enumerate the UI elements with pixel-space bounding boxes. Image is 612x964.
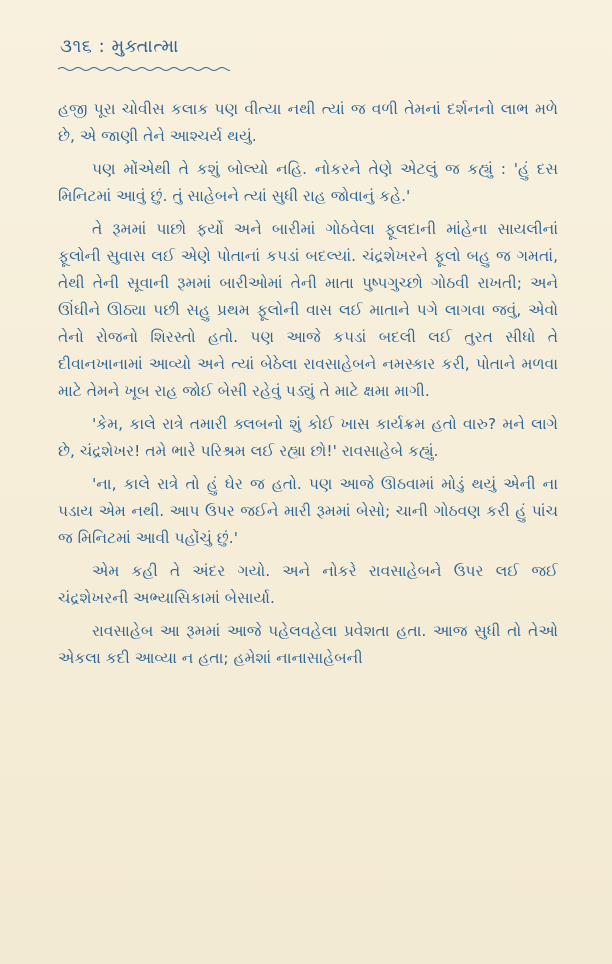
book-title: મુક્તાત્મા xyxy=(111,36,179,57)
running-header xyxy=(60,36,179,57)
body-text xyxy=(58,96,558,678)
paragraph: એમ કહી તે અંદર ગયો. અને નોકરે રાવસાહેબને ઉપર લઈ જઈ ચંદ્રશેખરની અભ્યાસિકામાં બેસાર્યા. xyxy=(58,562,558,607)
paragraph: તે રૂમમાં પાછો ફર્યો અને બારીમાં ગોઠવેલા ફૂલદાની માંહેના સાયલીનાં ફૂલોની સુવાસ લઈ એણે પોતાનાં કપડાં બદલ્યાં. ચંદ્રશેખરને ફૂલો બહુ જ ગમતાં, તેથી તેની સૂવાની રૂમમાં બારીઓમાં તેની માતા પુષ્પગુચ્છો ગોઠવી રાખતી; અને ઊંઘીને ઊઠ્યા પછી સહુ પ્રથમ ફૂલોની વાસ લઈ માતાને પગે લાગવા જવું, એવો તેનો રોજનો શિરસ્તો હતો. પણ આજે કપડાં બદલી લઈ તુરત સીધો તે દીવાનખાનામાં આવ્યો અને ત્યાં બેઠેલા રાવસાહેબને નમસ્કાર કરી, પોતાને મળવા માટે તેમને ખૂબ રાહ જોઈ બેસી રહેવું પડ્યું તે માટે ક્ષમા માગી. xyxy=(58,220,558,400)
header-separator: : xyxy=(98,36,106,57)
paragraph: 'કેમ, કાલે રાત્રે તમારી ક્લબનો શું કોઈ ખાસ કાર્યક્રમ હતો વારુ? મને લાગે છે, ચંદ્રશેખર! તમે ભારે પરિશ્રમ લઈ રહ્યા છો!' રાવસાહેબે કહ્યું. xyxy=(58,415,558,460)
paragraph: પણ મોંએથી તે કશું બોલ્યો નહિ. નોકરને તેણે એટલું જ કહ્યું : 'હું દસ મિનિટમાં આવું છું. તું સાહેબને ત્યાં સુધી રાહ જોવાનું કહે.' xyxy=(58,160,558,205)
paragraph: 'ના, કાલે રાત્રે તો હું ઘેર જ હતો. પણ આજે ઊઠવામાં મોડું થયું એની ના પડાય એમ નથી. આપ ઉપર જઈને મારી રૂમમાં બેસો; ચાની ગોઠવણ કરી હું પાંચ જ મિનિટમાં આવી પહોંચું છું.' xyxy=(58,475,558,547)
paragraph: હજી પૂરા ચોવીસ કલાક પણ વીત્યા નથી ત્યાં જ વળી તેમનાં દર્શનનો લાભ મળે છે, એ જાણી તેને આશ્ચર્ય થયું. xyxy=(58,100,558,145)
decorative-wavy-rule xyxy=(58,66,230,72)
paragraph: રાવસાહેબ આ રૂમમાં આજે પહેલવહેલા પ્રવેશતા હતા. આજ સુધી તો તેઓ એકલા કદી આવ્યા ન હતા; હમેશાં નાનાસાહેબની xyxy=(58,622,558,667)
page-number: ૩૧૬ xyxy=(60,36,93,57)
